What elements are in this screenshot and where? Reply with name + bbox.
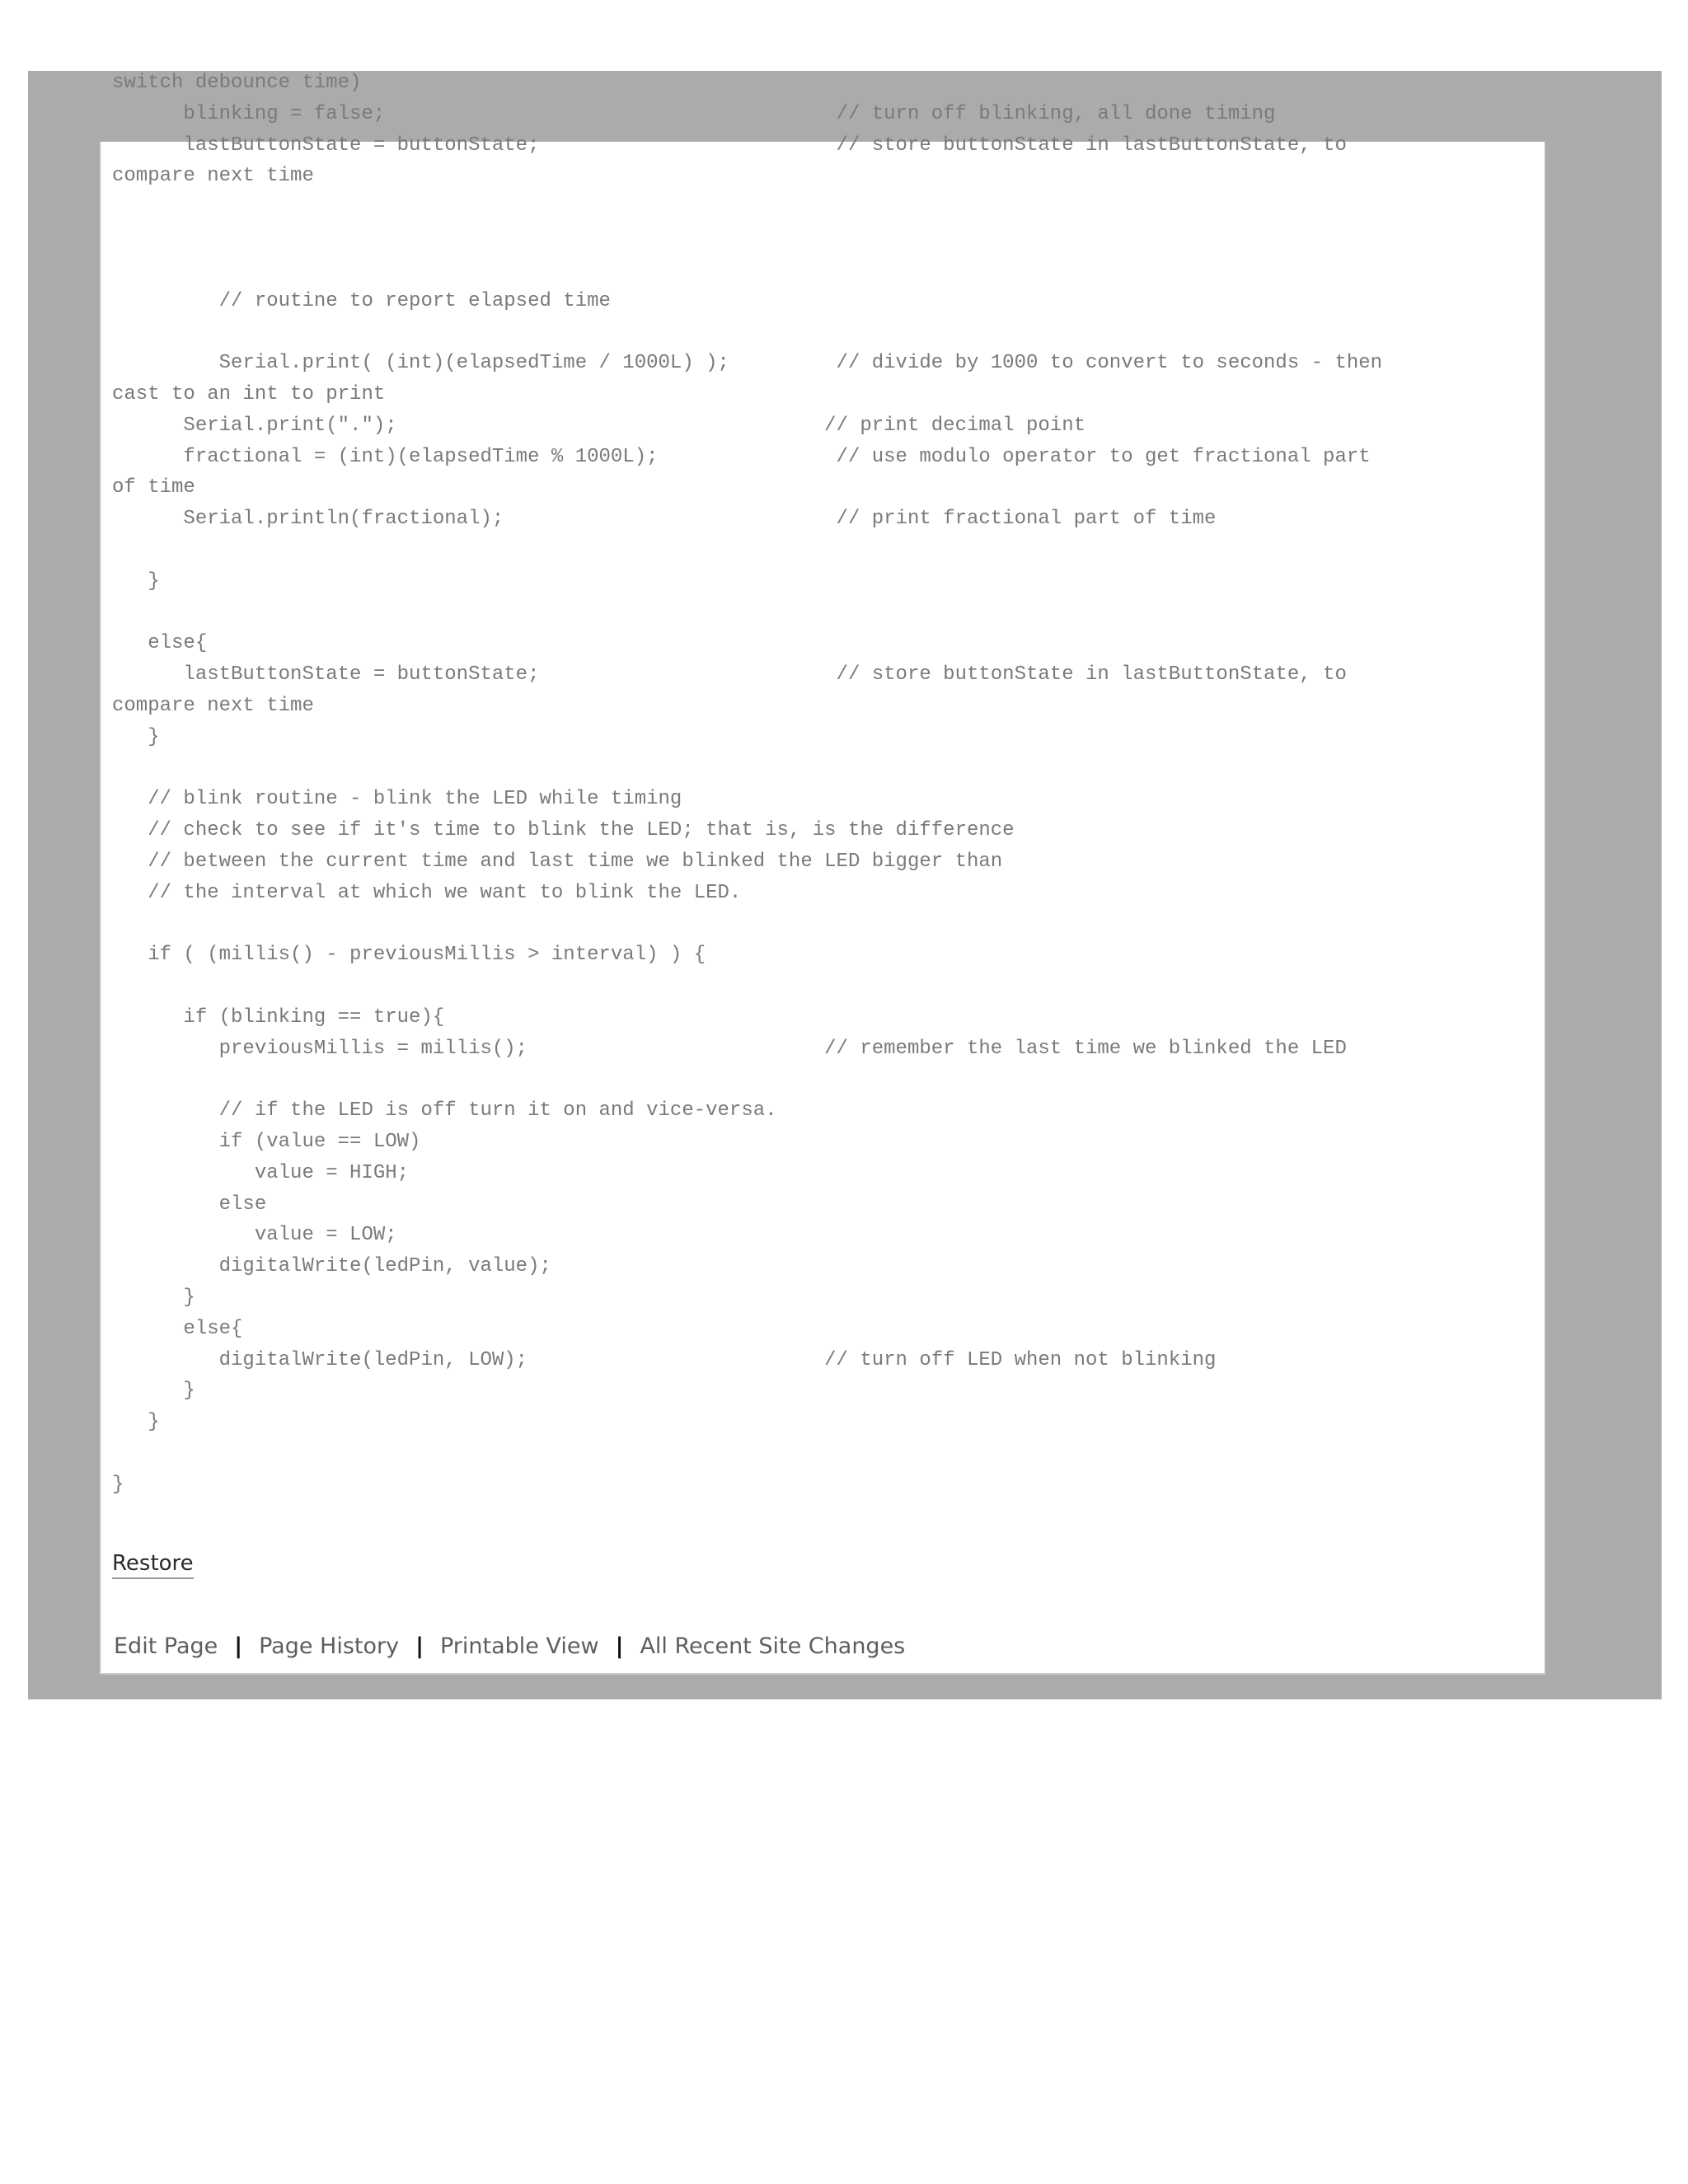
footer-separator: |: [615, 1633, 624, 1659]
page-history-link[interactable]: Page History: [259, 1633, 400, 1659]
all-recent-site-changes-link[interactable]: All Recent Site Changes: [640, 1633, 906, 1659]
footer-separator: |: [234, 1633, 243, 1659]
restore-link[interactable]: Restore: [112, 1549, 194, 1579]
code-block: switch debounce time) blinking = false; // turn off blinking, all done timing lastButtonState = buttonState; // store buttonState in lastButtonState, to compare next time // routine to report elapsed time Serial.print( (int)(elapsedTime / 1000L) ); // divide by 1000 to convert to seconds - then cast to an int to print Serial.print("."); // print decimal point fractional = (int)(elapsedTime % 1000L); // use modulo operator to get fractional part of time Serial.println(fractional); // print fractional part of time } else{ lastButtonState = buttonState; // store buttonState in lastButtonState, to compare next time } // blink routine - blink the LED while timing // check to see if it's time to blink the LED; that is, is the difference // between the current time and last time we blinked the LED bigger than // the interval at which we want to blink the LED. if ( (millis() - previousMillis > interval) ) { if (blinking == true){ previousMillis = millis(); // remember the last time we blinked the LED // if the LED is off turn it on and vice-versa. if (value == LOW) value = HIGH; else value = LOW; digitalWrite(ledPin, value); } else{ digitalWrite(ledPin, LOW); // turn off LED when not blinking } } }: [112, 72, 1383, 1496]
footer-separator: |: [415, 1633, 424, 1659]
printable-view-link[interactable]: Printable View: [440, 1633, 599, 1659]
edit-page-link[interactable]: Edit Page: [114, 1633, 218, 1659]
footer-actions: [114, 1633, 905, 1659]
